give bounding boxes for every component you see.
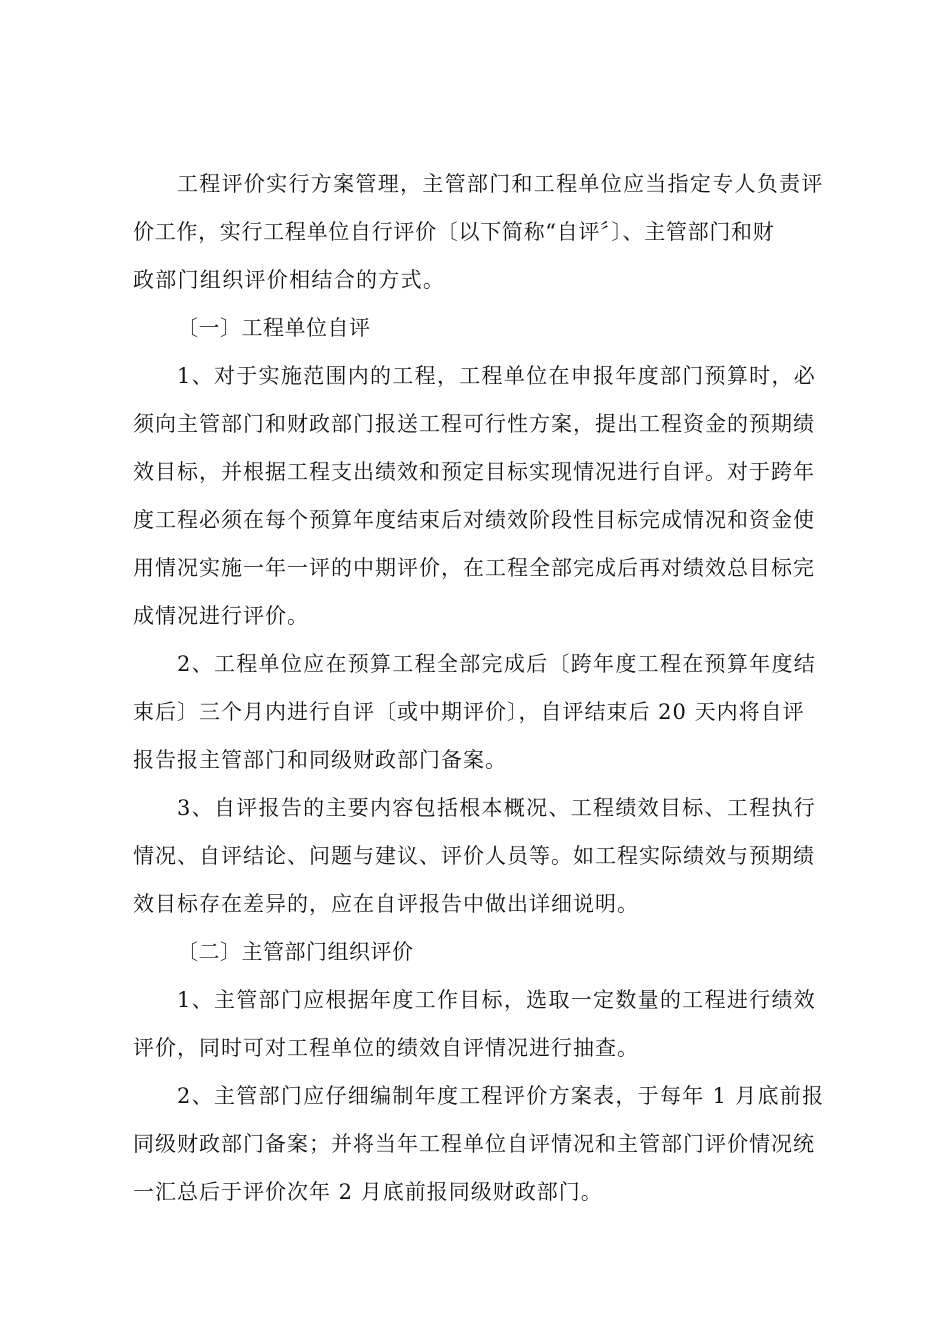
section-heading: 〔二〕主管部门组织评价 xyxy=(177,940,414,964)
paragraph-line: 用情况实施一年一评的中期评价，在工程全部完成后再对绩效总目标完 xyxy=(133,556,815,580)
paragraph-line: 报告报主管部门和同级财政部门备案。 xyxy=(133,748,507,772)
paragraph-line: 1、主管部门应根据年度工作目标，选取一定数量的工程进行绩效 xyxy=(177,988,817,1012)
paragraph-line: 政部门组织评价相结合的方式。 xyxy=(133,268,446,292)
paragraph-line: 1、对于实施范围内的工程，工程单位在申报年度部门预算时，必 xyxy=(177,364,817,388)
paragraph-line: 评价，同时可对工程单位的绩效自评情况进行抽查。 xyxy=(133,1036,639,1060)
paragraph-line: 效目标，并根据工程支出绩效和预定目标实现情况进行自评。对于跨年 xyxy=(133,460,815,484)
paragraph-line: 须向主管部门和财政部门报送工程可行性方案，提出工程资金的预期绩 xyxy=(133,412,815,436)
paragraph-line: 3、自评报告的主要内容包括根本概况、工程绩效目标、工程执行 xyxy=(177,796,817,820)
paragraph-line: 效目标存在差异的，应在自评报告中做出详细说明。 xyxy=(133,892,639,916)
paragraph-line: 情况、自评结论、问题与建议、评价人员等。如工程实际绩效与预期绩 xyxy=(133,844,815,868)
paragraph-line: 工程评价实行方案管理，主管部门和工程单位应当指定专人负责评 xyxy=(177,172,824,196)
paragraph-line: 成情况进行评价。 xyxy=(133,604,309,628)
paragraph-line: 度工程必须在每个预算年度结束后对绩效阶段性目标完成情况和资金使 xyxy=(133,508,815,532)
section-heading: 〔一〕工程单位自评 xyxy=(177,316,371,340)
paragraph-line: 价工作，实行工程单位自行评价〔以下简称“自评〞〕、主管部门和财 xyxy=(133,220,775,244)
paragraph-line: 一汇总后于评价次年 2 月底前报同级财政部门。 xyxy=(133,1180,603,1204)
paragraph-line: 2、工程单位应在预算工程全部完成后〔跨年度工程在预算年度结 xyxy=(177,652,817,676)
paragraph-line: 束后〕三个月内进行自评〔或中期评价〕，自评结束后 20 天内将自评 xyxy=(133,700,805,724)
paragraph-line: 2、主管部门应仔细编制年度工程评价方案表，于每年 1 月底前报 xyxy=(177,1084,825,1108)
paragraph-line: 同级财政部门备案；并将当年工程单位自评情况和主管部门评价情况统 xyxy=(133,1132,815,1156)
